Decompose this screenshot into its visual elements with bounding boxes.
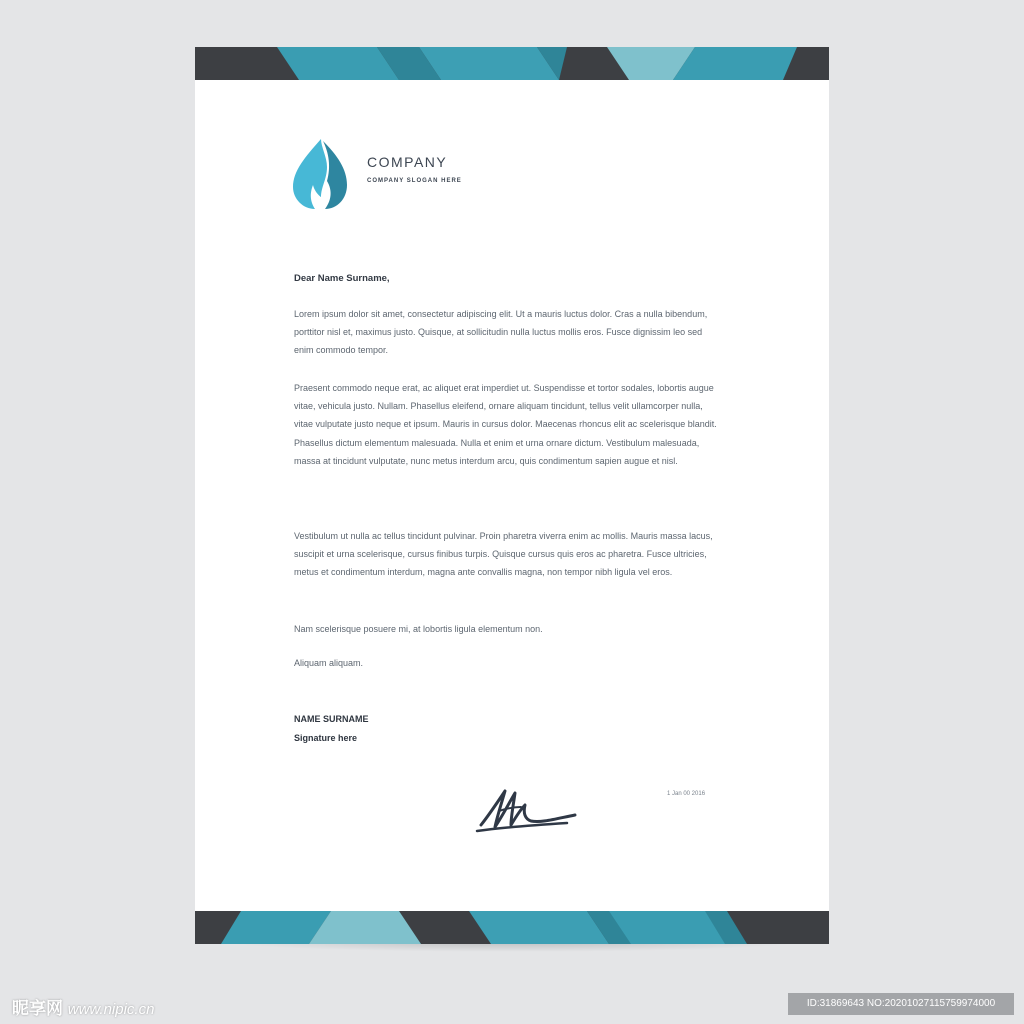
watermark-url: www.nipic.cn (67, 1001, 155, 1018)
flame-drop-icon (291, 137, 349, 211)
watermark-brand-name: 昵享网 (12, 999, 63, 1018)
letter-paragraph: Praesent commodo neque erat, ac aliquet erat imperdiet ut. Suspendisse et tortor sodales, lobortis augue vitae, vehicula justo. Nullam. Phasellus eleifend, ornare aliquam tincidunt, tellus velit ullamcorper nulla, vitae vulputate justo neque et ipsum. Mauris in cursus dolor. Maecenas rhoncus elit ac scelerisque blandit. Phasellus dictum elementum malesuada. Nulla et enim et urna ornare dictum. Vestibulum malesuada, massa at tincidunt vulputate, nunc metus interdum arcu, quis condimentum sapien augue et nisl. (294, 383, 717, 466)
bottom-decorative-band (195, 911, 829, 944)
letter-paragraph: Lorem ipsum dolor sit amet, consectetur adipiscing elit. Ut a mauris luctus dolor. Cras a nulla bibendum, porttitor nisl et, maximus justo. Quisque, at sollicitudin nulla luctus mollis eros. Fusce dignissim leo sed enim commodo tempor. (294, 309, 708, 356)
sender-name: NAME SURNAME (294, 714, 369, 724)
watermark-id: ID:31869643 NO:20201027115759974000 (788, 993, 1014, 1015)
signature-date: 1 Jan 00 2016 (667, 791, 706, 797)
letter-closing: Aliquam aliquam. (294, 658, 364, 668)
company-tagline: COMPANY SLOGAN HERE (367, 178, 462, 184)
letter-paragraph: Vestibulum ut nulla ac tellus tincidunt pulvinar. Proin pharetra viverra enim ac mollis. Mauris massa lacus, suscipit et urna scelerisque, cursus finibus turpis. Quisque cursus quis eros ac pharetra. Fusce ultricies, metus et condimentum interdum, magna ante convallis magna, non tempor nibh ligula vel eros. (294, 531, 713, 578)
handwritten-signature (475, 785, 585, 835)
watermark-brand (12, 994, 154, 1019)
letter-paragraph: Nam scelerisque posuere mi, at lobortis ligula elementum non. (294, 624, 543, 634)
letterhead-page (195, 47, 829, 944)
top-decorative-band (195, 47, 829, 80)
company-name: COMPANY (367, 154, 448, 170)
letter-greeting: Dear Name Surname, (294, 273, 390, 284)
sender-signature-label: Signature here (294, 733, 358, 743)
